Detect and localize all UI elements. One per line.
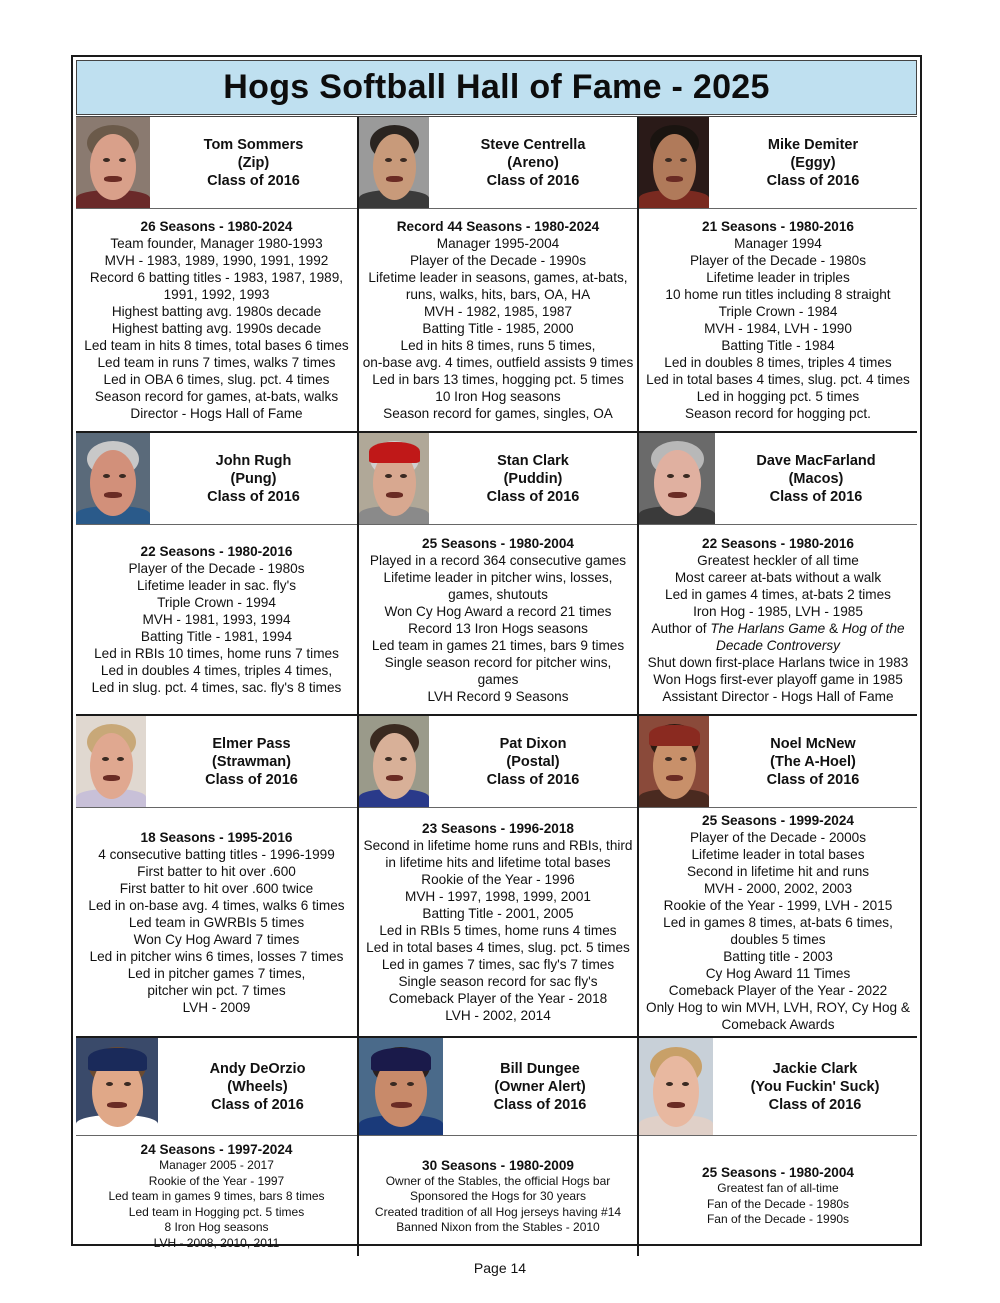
inductee-row bbox=[76, 1036, 917, 1256]
achievement-line: 10 home run titles including 8 straight bbox=[665, 287, 891, 302]
mouth-shape bbox=[386, 775, 403, 781]
eye-shape bbox=[119, 474, 126, 478]
achievement-line: Triple Crown - 1984 bbox=[718, 304, 838, 319]
inductee-nickname: (Areno) bbox=[507, 154, 559, 171]
inductee-card bbox=[357, 1038, 637, 1256]
inductee-stats bbox=[359, 808, 637, 1036]
eye-shape bbox=[665, 158, 672, 162]
inductee-name: Noel McNew bbox=[770, 735, 856, 752]
achievement-line: Triple Crown - 1994 bbox=[157, 595, 276, 610]
inductee-row bbox=[76, 431, 917, 714]
achievement-line: Led in doubles 8 times, triples 4 times bbox=[664, 355, 892, 370]
achievement-line: Comeback Awards bbox=[721, 1016, 835, 1032]
achievement-line: Batting title - 2003 bbox=[723, 948, 833, 964]
face-shape bbox=[90, 733, 133, 799]
achievement-line: MVH - 1981, 1993, 1994 bbox=[142, 612, 291, 627]
seasons-headline: 21 Seasons - 1980-2016 bbox=[702, 219, 854, 234]
inductee-class: Class of 2016 bbox=[207, 488, 300, 505]
cap-shape bbox=[369, 442, 420, 463]
achievement-line: Led in hogging pct. 5 times bbox=[696, 389, 860, 404]
achievement-line: Second in lifetime hit and runs bbox=[686, 863, 870, 879]
page-number: Page 14 bbox=[473, 1260, 527, 1276]
inductee-photo bbox=[639, 433, 715, 524]
achievement-line: Won Cy Hog Award a record 21 times bbox=[384, 603, 612, 619]
inductee-photo bbox=[76, 1038, 158, 1135]
achievement-line: Led team in hits 8 times, total bases 6 times bbox=[84, 338, 349, 353]
face-shape bbox=[373, 134, 416, 200]
achievement-line: Most career at-bats without a walk bbox=[674, 569, 882, 585]
eye-shape bbox=[385, 158, 392, 162]
achievement-line: Only Hog to win MVH, LVH, ROY, Cy Hog & bbox=[646, 999, 910, 1015]
achievement-line: Rookie of the Year - 1996 bbox=[421, 872, 575, 887]
inductee-card bbox=[357, 117, 637, 431]
achievement-line: Led in pitcher wins 6 times, losses 7 times bbox=[89, 948, 344, 964]
inductee-card bbox=[637, 1038, 917, 1256]
inductee-card bbox=[76, 716, 357, 1036]
eye-shape bbox=[680, 757, 687, 761]
inductee-photo bbox=[639, 117, 709, 208]
achievement-line: Led in OBA 6 times, slug. pct. 4 times bbox=[103, 372, 330, 387]
achievement-line: Rookie of the Year - 1997 bbox=[148, 1173, 285, 1188]
face-shape bbox=[654, 450, 701, 516]
inductee-name: Jackie Clark bbox=[772, 1060, 858, 1077]
eye-shape bbox=[385, 474, 392, 478]
inductee-class: Class of 2016 bbox=[766, 172, 860, 189]
achievement-line: in lifetime hits and lifetime total bases bbox=[385, 855, 611, 870]
inductee-card bbox=[76, 433, 357, 714]
eye-shape bbox=[665, 757, 672, 761]
inductee-card bbox=[357, 433, 637, 714]
eye-shape bbox=[400, 474, 407, 478]
mouth-shape bbox=[103, 775, 120, 781]
eye-shape bbox=[106, 1082, 113, 1086]
achievement-line: Highest batting avg. 1990s decade bbox=[111, 321, 322, 336]
achievement-line: LVH - 2002, 2014 bbox=[445, 1008, 551, 1023]
achievement-line: games, shutouts bbox=[448, 586, 548, 602]
inductee-names bbox=[158, 1038, 357, 1135]
achievement-line: Led in doubles 4 times, triples 4 times, bbox=[100, 663, 333, 678]
achievement-line: Lifetime leader in seasons, games, at-bats, bbox=[368, 270, 628, 285]
inductee-class: Class of 2016 bbox=[486, 172, 580, 189]
achievement-line: Led in total bases 4 times, slug. pct. 4 times bbox=[646, 372, 910, 387]
seasons-headline: 22 Seasons - 1980-2016 bbox=[702, 535, 854, 551]
achievement-line: Player of the Decade - 1990s bbox=[409, 253, 587, 268]
inductee-names bbox=[146, 716, 357, 807]
inductee-header bbox=[359, 433, 637, 525]
inductee-class: Class of 2016 bbox=[493, 1096, 587, 1113]
achievement-line: Led team in GWRBIs 5 times bbox=[128, 914, 305, 930]
seasons-headline: 26 Seasons - 1980-2024 bbox=[140, 219, 293, 234]
achievement-line: Lifetime leader in pitcher wins, losses, bbox=[383, 569, 613, 585]
inductee-card bbox=[637, 716, 917, 1036]
achievement-line: Batting Title - 1984 bbox=[721, 338, 835, 353]
seasons-headline: 23 Seasons - 1996-2018 bbox=[422, 821, 574, 836]
achievement-line: Manager 1995-2004 bbox=[436, 236, 560, 251]
inductee-stats bbox=[76, 808, 357, 1036]
achievement-line: 8 Iron Hog seasons bbox=[164, 1220, 269, 1234]
achievement-line: LVH - 2009 bbox=[182, 999, 251, 1015]
achievement-line: Comeback Player of the Year - 2022 bbox=[668, 982, 888, 998]
inductee-photo bbox=[359, 716, 429, 807]
achievement-line: Led in on-base avg. 4 times, walks 6 times bbox=[88, 897, 345, 913]
achievement-line: Led in RBIs 5 times, home runs 4 times bbox=[379, 923, 617, 938]
inductee-header bbox=[359, 1038, 637, 1136]
inductee-header bbox=[76, 716, 357, 808]
achievement-line: Manager 1994 bbox=[734, 236, 822, 251]
achievement-line: Single season record for sac fly's bbox=[398, 974, 598, 989]
inductee-stats bbox=[76, 1136, 357, 1256]
inductee-header bbox=[76, 117, 357, 209]
inductee-header bbox=[359, 117, 637, 209]
achievement-line: Batting Title - 2001, 2005 bbox=[422, 906, 574, 921]
inductee-names bbox=[429, 117, 637, 208]
seasons-headline: Record 44 Seasons - 1980-2024 bbox=[396, 219, 600, 234]
eye-shape bbox=[117, 757, 124, 761]
achievement-line: MVH - 2000, 2002, 2003 bbox=[703, 880, 853, 896]
mouth-shape bbox=[104, 492, 122, 498]
eye-shape bbox=[103, 158, 110, 162]
eye-shape bbox=[400, 158, 407, 162]
inductee-name: John Rugh bbox=[215, 452, 292, 469]
seasons-headline: 30 Seasons - 1980-2009 bbox=[422, 1157, 574, 1173]
eye-shape bbox=[682, 1082, 689, 1086]
inductee-stats bbox=[359, 525, 637, 714]
inductee-name: Mike Demiter bbox=[767, 136, 859, 153]
inductee-name: Pat Dixon bbox=[499, 735, 567, 752]
inductee-class: Class of 2016 bbox=[486, 488, 580, 505]
achievement-line: Team founder, Manager 1980-1993 bbox=[110, 236, 323, 251]
inductee-names bbox=[150, 433, 357, 524]
achievement-line: Second in lifetime home runs and RBIs, third bbox=[363, 838, 633, 853]
mouth-shape bbox=[386, 176, 403, 182]
inductee-header bbox=[76, 433, 357, 525]
achievement-line: Sponsored the Hogs for 30 years bbox=[409, 1189, 587, 1203]
mouth-shape bbox=[666, 775, 683, 781]
face-shape bbox=[653, 134, 696, 200]
inductee-class: Class of 2016 bbox=[486, 771, 580, 788]
inductee-nickname: (Pung) bbox=[230, 470, 277, 487]
mouth-shape bbox=[667, 1102, 685, 1108]
achievement-line: Director - Hogs Hall of Fame bbox=[130, 406, 303, 421]
inductee-photo bbox=[359, 433, 429, 524]
eye-shape bbox=[102, 757, 109, 761]
achievement-line: pitcher win pct. 7 times bbox=[147, 982, 286, 998]
achievement-line: Led in total bases 4 times, slug. pct. 5 times bbox=[366, 940, 630, 955]
inductee-names bbox=[429, 433, 637, 524]
inductee-header bbox=[639, 433, 917, 525]
achievement-line: Player of the Decade - 1980s bbox=[128, 561, 305, 576]
inductee-names bbox=[715, 433, 917, 524]
mouth-shape bbox=[386, 492, 403, 498]
achievement-line: Created tradition of all Hog jerseys having #14 bbox=[374, 1204, 622, 1219]
inductee-header bbox=[639, 117, 917, 209]
inductee-names bbox=[150, 117, 357, 208]
achievement-line: runs, walks, hits, bars, OA, HA bbox=[405, 287, 591, 302]
inductee-stats bbox=[639, 209, 917, 431]
eye-shape bbox=[400, 757, 407, 761]
mouth-shape bbox=[668, 492, 687, 498]
hall-of-fame-sheet bbox=[71, 55, 922, 1250]
achievement-line: Batting Title - 1981, 1994 bbox=[140, 629, 293, 644]
achievement-line: Led in bars 13 times, hogging pct. 5 times bbox=[372, 372, 624, 387]
achievement-line: Shut down first-place Harlans twice in 1983 bbox=[647, 654, 909, 670]
achievement-line: Comeback Player of the Year - 2018 bbox=[388, 991, 608, 1006]
inductee-nickname: (Owner Alert) bbox=[494, 1078, 586, 1095]
achievement-line: 10 Iron Hog seasons bbox=[435, 389, 561, 404]
achievement-line: Won Cy Hog Award 7 times bbox=[133, 931, 300, 947]
achievement-line: Led team in games 21 times, bars 9 times bbox=[371, 637, 625, 653]
inductee-class: Class of 2016 bbox=[769, 488, 863, 505]
achievement-line: Record 13 Iron Hogs seasons bbox=[408, 620, 588, 636]
mouth-shape bbox=[391, 1102, 412, 1108]
inductee-name: Dave MacFarland bbox=[756, 452, 876, 469]
achievement-line: Cy Hog Award 11 Times bbox=[705, 965, 851, 981]
inductee-nickname: (Zip) bbox=[237, 154, 270, 171]
achievement-line: Player of the Decade - 1980s bbox=[689, 253, 867, 268]
inductee-header bbox=[639, 1038, 917, 1136]
inductee-nickname: (Strawman) bbox=[212, 753, 291, 770]
inductee-class: Class of 2016 bbox=[768, 1096, 862, 1113]
inductee-class: Class of 2016 bbox=[766, 771, 860, 788]
inductee-row bbox=[76, 714, 917, 1036]
inductee-nickname: (Eggy) bbox=[790, 154, 836, 171]
face-shape bbox=[90, 134, 136, 200]
inductee-names bbox=[709, 716, 917, 807]
inductee-name: Andy DeOrzio bbox=[209, 1060, 306, 1077]
seasons-headline: 25 Seasons - 1980-2004 bbox=[702, 1165, 854, 1181]
inductee-photo bbox=[359, 117, 429, 208]
achievement-line: Fan of the Decade - 1980s bbox=[706, 1196, 850, 1211]
achievement-line: Led in games 7 times, sac fly's 7 times bbox=[381, 957, 615, 972]
inductee-stats bbox=[76, 525, 357, 714]
inductee-nickname: (The A-Hoel) bbox=[770, 753, 856, 770]
inductee-card bbox=[637, 117, 917, 431]
inductee-stats bbox=[359, 1136, 637, 1256]
achievement-line: games bbox=[477, 671, 519, 687]
inductee-photo bbox=[639, 1038, 713, 1135]
achievement-line: Lifetime leader in sac. fly's bbox=[137, 578, 296, 593]
inductee-card bbox=[76, 117, 357, 431]
achievement-line: Led in pitcher games 7 times, bbox=[127, 965, 306, 981]
eye-shape bbox=[103, 474, 110, 478]
inductee-photo bbox=[639, 716, 709, 807]
achievement-line: First batter to hit over .600 twice bbox=[119, 880, 314, 896]
seasons-headline: 25 Seasons - 1980-2004 bbox=[422, 535, 574, 551]
inductee-nickname: (Wheels) bbox=[227, 1078, 288, 1095]
inductee-card bbox=[637, 433, 917, 714]
achievement-line: Won Hogs first-ever playoff game in 1985 bbox=[653, 671, 903, 687]
eye-shape bbox=[667, 474, 674, 478]
inductee-card bbox=[357, 716, 637, 1036]
title-banner bbox=[76, 60, 917, 115]
eye-shape bbox=[407, 1082, 414, 1086]
eye-shape bbox=[390, 1082, 397, 1086]
inductee-name: Steve Centrella bbox=[480, 136, 586, 153]
achievement-line: First batter to hit over .600 bbox=[137, 863, 296, 879]
cap-shape bbox=[371, 1048, 431, 1071]
inductee-nickname: (Puddin) bbox=[503, 470, 563, 487]
achievement-line: Assistant Director - Hogs Hall of Fame bbox=[662, 688, 894, 704]
inductee-names bbox=[443, 1038, 637, 1135]
seasons-headline: 22 Seasons - 1980-2016 bbox=[140, 544, 293, 559]
cap-shape bbox=[88, 1048, 147, 1071]
achievement-line: MVH - 1983, 1989, 1990, 1991, 1992 bbox=[104, 253, 329, 268]
inductee-card bbox=[76, 1038, 357, 1256]
eye-shape bbox=[680, 158, 687, 162]
face-shape bbox=[373, 733, 416, 799]
inductee-names bbox=[709, 117, 917, 208]
inductee-name: Bill Dungee bbox=[500, 1060, 580, 1077]
achievement-line: Lifetime leader in triples bbox=[706, 270, 850, 285]
inductee-photo bbox=[76, 117, 150, 208]
achievement-line: on-base avg. 4 times, outfield assists 9 times bbox=[362, 355, 634, 370]
inductee-row bbox=[76, 116, 917, 431]
achievement-line: Lifetime leader in total bases bbox=[691, 846, 865, 862]
inductee-header bbox=[76, 1038, 357, 1136]
inductee-stats bbox=[639, 808, 917, 1036]
inductee-stats bbox=[639, 1136, 917, 1256]
inductee-photo bbox=[76, 716, 146, 807]
inductee-names bbox=[713, 1038, 917, 1135]
seasons-headline: 18 Seasons - 1995-2016 bbox=[140, 829, 293, 845]
eye-shape bbox=[666, 1082, 673, 1086]
eye-shape bbox=[683, 474, 690, 478]
inductee-grid bbox=[76, 116, 917, 1250]
inductee-name: Stan Clark bbox=[497, 452, 569, 469]
achievement-line: Iron Hog - 1985, LVH - 1985 bbox=[693, 603, 863, 619]
achievement-line: 1991, 1992, 1993 bbox=[163, 287, 270, 302]
inductee-nickname: (Postal) bbox=[506, 753, 560, 770]
eye-shape bbox=[385, 757, 392, 761]
achievement-line: Batting Title - 1985, 2000 bbox=[422, 321, 574, 336]
achievement-line: Led in games 8 times, at-bats 6 times, bbox=[663, 914, 893, 930]
achievement-line: Rookie of the Year - 1999, LVH - 2015 bbox=[663, 897, 893, 913]
achievement-line: Season record for hogging pct. bbox=[685, 406, 871, 421]
achievement-line: Greatest heckler of all time bbox=[697, 552, 859, 568]
eye-shape bbox=[124, 1082, 131, 1086]
achievement-line: Owner of the Stables, the official Hogs bar bbox=[385, 1173, 611, 1188]
achievement-line: Led team in Hogging pct. 5 times bbox=[128, 1204, 305, 1219]
inductee-stats bbox=[359, 209, 637, 431]
face-shape bbox=[90, 450, 136, 516]
seasons-headline: 25 Seasons - 1999-2024 bbox=[702, 812, 854, 828]
achievement-line: doubles 5 times bbox=[730, 931, 826, 947]
inductee-class: Class of 2016 bbox=[207, 172, 300, 189]
achievement-line: Highest batting avg. 1980s decade bbox=[111, 304, 322, 319]
achievement-line: 4 consecutive batting titles - 1996-1999 bbox=[98, 846, 335, 862]
achievement-line: Decade Controversy bbox=[716, 637, 840, 653]
inductee-name: Tom Sommers bbox=[203, 136, 304, 153]
achievement-line: Led team in games 9 times, bars 8 times bbox=[108, 1189, 325, 1203]
achievement-line: Played in a record 364 consecutive games bbox=[369, 552, 627, 568]
achievement-line: Led in games 4 times, at-bats 2 times bbox=[665, 586, 891, 602]
achievement-line: Season record for games, singles, OA bbox=[383, 406, 613, 421]
achievement-line: Player of the Decade - 2000s bbox=[689, 829, 867, 845]
achievement-line: Led in RBIs 10 times, home runs 7 times bbox=[94, 646, 339, 661]
inductee-header bbox=[639, 716, 917, 808]
inductee-class: Class of 2016 bbox=[205, 771, 298, 788]
inductee-nickname: (You Fuckin' Suck) bbox=[750, 1078, 880, 1095]
inductee-name: Elmer Pass bbox=[212, 735, 291, 752]
achievement-line: Season record for games, at-bats, walks bbox=[94, 389, 339, 404]
achievement-line: Fan of the Decade - 1990s bbox=[706, 1212, 850, 1227]
achievement-line: Record 6 batting titles - 1983, 1987, 1989, bbox=[89, 270, 344, 285]
achievement-line: Manager 2005 - 2017 bbox=[159, 1158, 274, 1172]
inductee-nickname: (Macos) bbox=[788, 470, 844, 487]
mouth-shape bbox=[666, 176, 683, 182]
eye-shape bbox=[119, 158, 126, 162]
achievement-line: Single season record for pitcher wins, bbox=[384, 654, 612, 670]
achievement-line: MVH - 1984, LVH - 1990 bbox=[704, 321, 852, 336]
inductee-stats bbox=[76, 209, 357, 431]
achievement-line: LVH Record 9 Seasons bbox=[427, 688, 569, 704]
achievement-line: Led in slug. pct. 4 times, sac. fly's 8 times bbox=[91, 680, 342, 695]
inductee-header bbox=[359, 716, 637, 808]
inductee-names bbox=[429, 716, 637, 807]
inductee-photo bbox=[359, 1038, 443, 1135]
achievement-line: Banned Nixon from the Stables - 2010 bbox=[396, 1220, 600, 1234]
mouth-shape bbox=[104, 176, 122, 182]
seasons-headline: 24 Seasons - 1997-2024 bbox=[140, 1142, 293, 1157]
achievement-line: Led in hits 8 times, runs 5 times, bbox=[400, 338, 596, 353]
achievement-line: Author of The Harlans Game & Hog of the bbox=[651, 620, 905, 636]
inductee-photo bbox=[76, 433, 150, 524]
inductee-class: Class of 2016 bbox=[211, 1096, 304, 1113]
achievement-line: Led team in runs 7 times, walks 7 times bbox=[97, 355, 336, 370]
cap-shape bbox=[649, 725, 700, 746]
mouth-shape bbox=[107, 1102, 127, 1108]
face-shape bbox=[653, 1056, 699, 1127]
achievement-line: MVH - 1982, 1985, 1987 bbox=[423, 304, 573, 319]
achievement-line: Greatest fan of all-time bbox=[717, 1181, 839, 1196]
achievement-line: LVH - 2008, 2010, 2011 bbox=[153, 1235, 280, 1250]
inductee-stats bbox=[639, 525, 917, 714]
page-title: Hogs Softball Hall of Fame - 2025 bbox=[223, 68, 770, 106]
achievement-line: MVH - 1997, 1998, 1999, 2001 bbox=[405, 889, 591, 904]
